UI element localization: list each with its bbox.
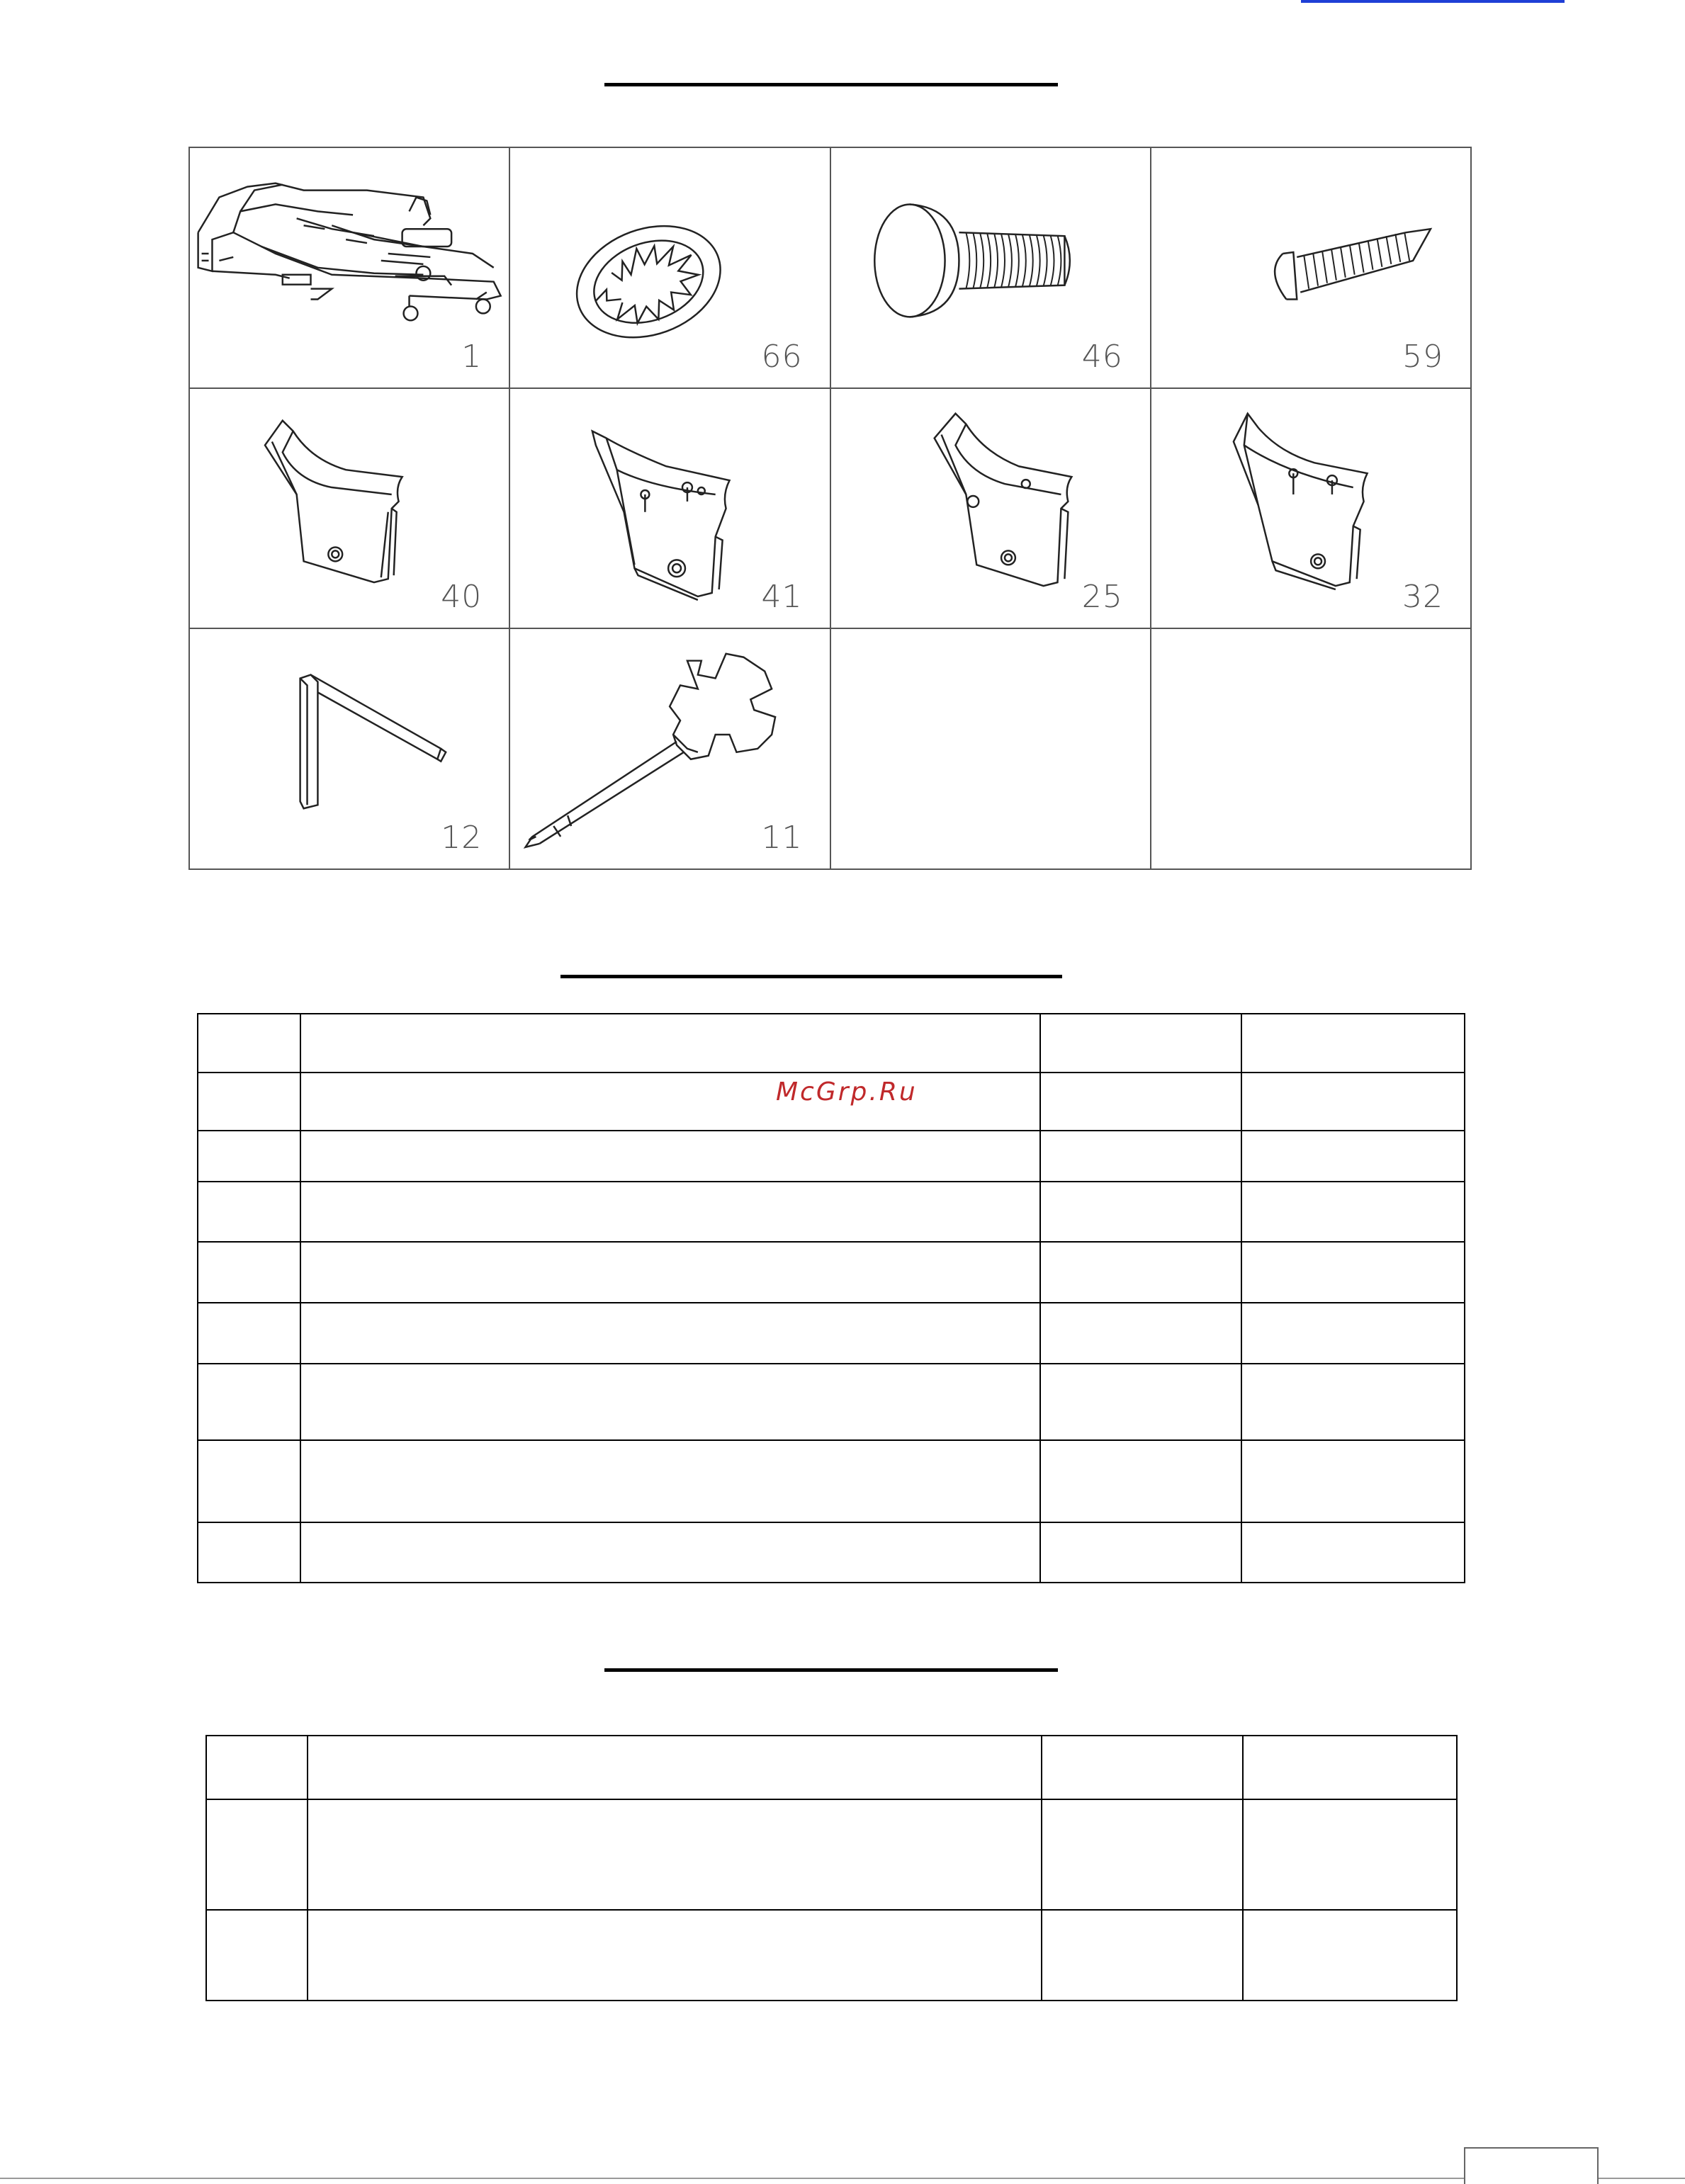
part-number: 40: [441, 579, 483, 616]
part-cell: [1151, 389, 1472, 630]
table-row: [198, 1131, 1465, 1182]
part-cell: [190, 629, 510, 870]
section-title-parts: [604, 83, 1058, 86]
part-number: 59: [1402, 338, 1443, 375]
part-cell: [831, 148, 1151, 389]
tools-list-table: [205, 1735, 1458, 2001]
table-row: [198, 1182, 1465, 1242]
section-title-list-1: [560, 975, 1062, 978]
part-cell: [510, 389, 830, 630]
part-cell-empty: [831, 629, 1151, 870]
watermark: McGrp.Ru: [776, 1077, 918, 1107]
table-row: [198, 1522, 1465, 1583]
table-row: [198, 1440, 1465, 1522]
table-row: [198, 1242, 1465, 1303]
part-number: 12: [441, 819, 483, 856]
part-number: 11: [761, 819, 803, 856]
table-row: [198, 1364, 1465, 1440]
table-row: [206, 1799, 1457, 1910]
part-cell-empty: [1151, 629, 1472, 870]
table-row: [206, 1910, 1457, 2001]
top-link[interactable]: [1301, 0, 1565, 3]
part-number: 46: [1081, 338, 1123, 375]
part-cell: [1151, 148, 1472, 389]
part-number: 1: [461, 338, 483, 375]
table-row: [198, 1303, 1465, 1364]
part-cell: [190, 148, 510, 389]
part-cell: [510, 148, 830, 389]
table-row: [206, 1736, 1457, 1799]
table-row: [198, 1014, 1465, 1073]
footer-divider: [0, 2178, 1685, 2179]
part-number: 25: [1081, 579, 1123, 616]
part-cell: [510, 629, 830, 870]
parts-grid: [188, 147, 1472, 870]
page-number-box: [1464, 2147, 1599, 2184]
part-number: 32: [1402, 579, 1443, 616]
part-cell: [831, 389, 1151, 630]
part-number: 41: [761, 579, 803, 616]
part-cell: [190, 389, 510, 630]
section-title-list-2: [604, 1668, 1058, 1672]
part-number: 66: [761, 338, 803, 375]
